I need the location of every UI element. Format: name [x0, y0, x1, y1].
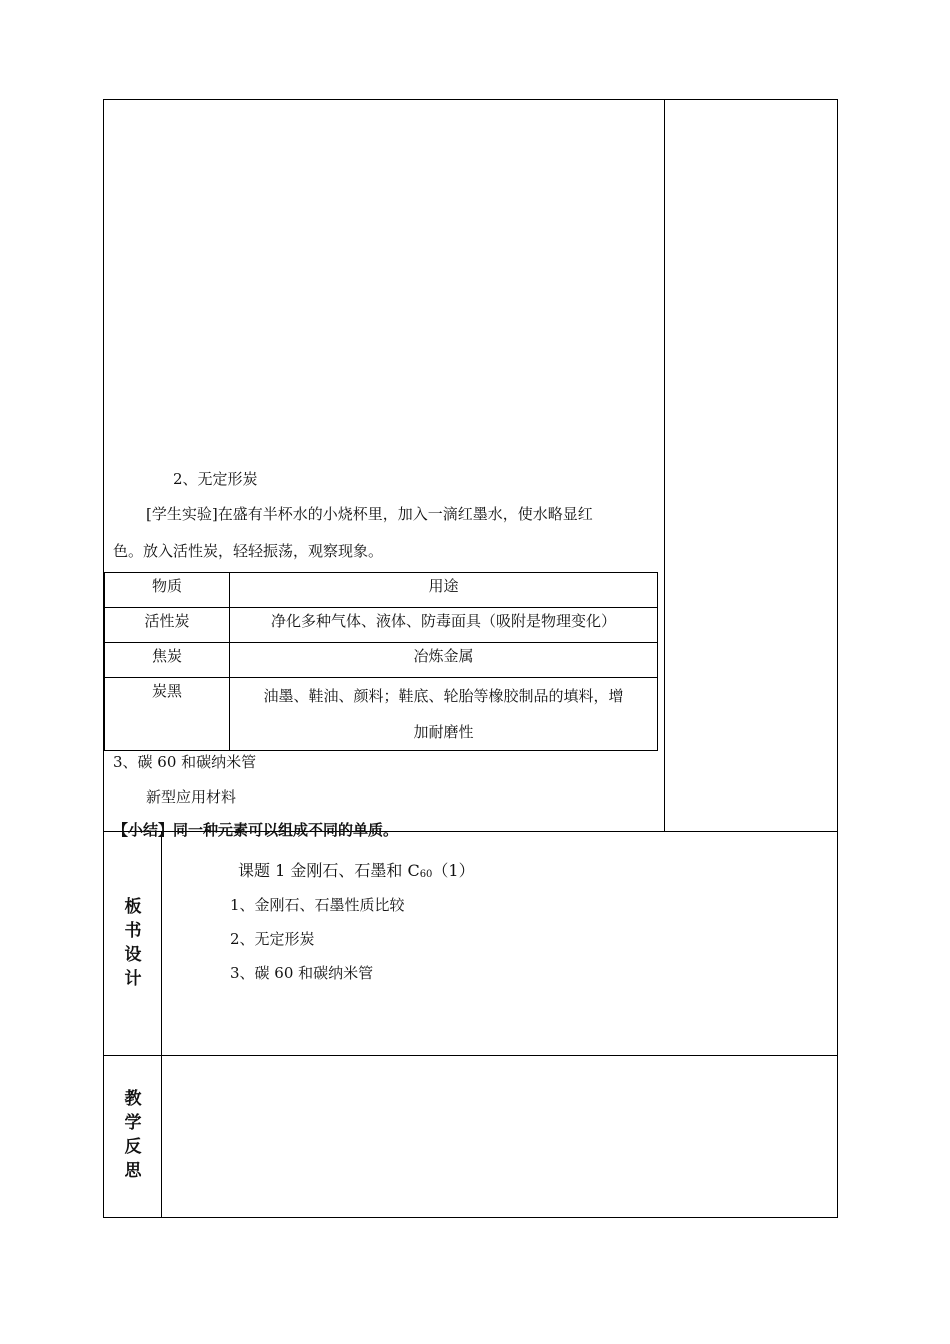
board-item-1: 1、金刚石、石墨性质比较 — [230, 896, 405, 914]
frame-top-border — [103, 99, 838, 100]
reflection-top-border — [103, 1055, 838, 1056]
board-title — [238, 861, 475, 885]
table-row — [105, 678, 658, 751]
label-char: 反 — [124, 1137, 142, 1157]
use-cell-line1: 油墨、鞋油、颜料；鞋底、轮胎等橡胶制品的填料，增 — [263, 687, 624, 705]
label-char: 学 — [124, 1113, 142, 1133]
section2-heading: 2、无定形炭 — [173, 470, 258, 488]
board-title-text: 课题 1 金刚石、石墨和 C — [238, 861, 420, 880]
table-row — [105, 643, 658, 678]
reflection-label — [104, 1087, 162, 1183]
experiment-text-line2: 色。放入活性炭，轻轻振荡，观察现象。 — [113, 542, 384, 560]
board-item-3: 3、碳 60 和碳纳米管 — [230, 964, 374, 982]
experiment-text-line1: [学生实验]在盛有半杯水的小烧杯里，加入一滴红墨水，使水略显红 — [146, 505, 593, 523]
use-cell: 净化多种气体、液体、防毒面具（吸附是物理变化） — [230, 608, 658, 643]
table-header-row — [105, 573, 658, 608]
substance-cell: 活性炭 — [105, 608, 230, 643]
table-row — [105, 608, 658, 643]
frame-bottom-border — [103, 1217, 838, 1218]
label-char: 教 — [124, 1089, 142, 1109]
board-title-suffix: （1） — [432, 861, 475, 880]
header-use: 用途 — [230, 573, 658, 608]
board-item-2: 2、无定形炭 — [230, 930, 315, 948]
side-column-divider — [664, 99, 665, 832]
use-cell-line2: 加耐磨性 — [413, 723, 474, 741]
header-substance: 物质 — [105, 573, 230, 608]
label-char: 设 — [124, 945, 142, 965]
summary-text: 【小结】同一种元素可以组成不同的单质。 — [113, 821, 399, 839]
use-cell — [230, 678, 658, 751]
substance-cell: 焦炭 — [105, 643, 230, 678]
use-cell: 冶炼金属 — [230, 643, 658, 678]
label-char: 思 — [124, 1161, 142, 1181]
frame-right-border — [837, 99, 838, 1218]
label-char: 计 — [124, 969, 142, 989]
section3-heading: 3、碳 60 和碳纳米管 — [113, 753, 257, 771]
section3-text: 新型应用材料 — [146, 788, 237, 806]
carbon-uses-table — [104, 572, 658, 751]
board-design-label — [104, 895, 162, 991]
substance-cell: 炭黑 — [105, 678, 230, 751]
label-char: 书 — [124, 921, 142, 941]
board-title-subscript: 60 — [419, 869, 433, 880]
label-char: 板 — [124, 897, 142, 917]
